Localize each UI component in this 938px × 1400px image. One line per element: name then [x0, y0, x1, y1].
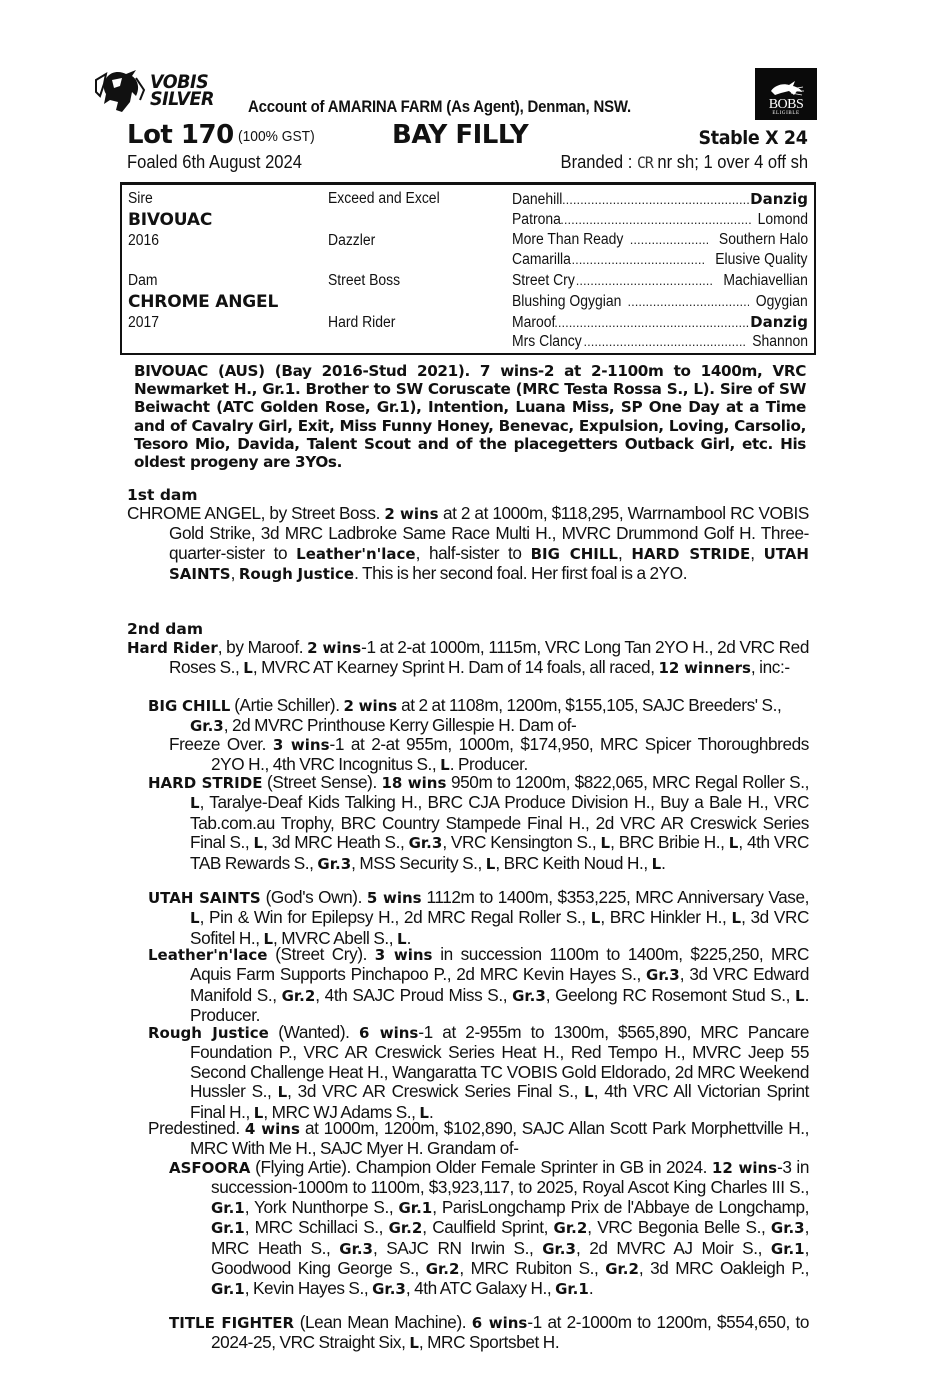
vendor-account: Account of AMARINA FARM (As Agent), Denman, NSW.: [248, 97, 632, 116]
leader-dots: [571, 252, 704, 267]
text: , ParisLongchamp Prix de l'Abbaye de Longchamp,: [432, 1196, 809, 1217]
horse-head-icon: [767, 79, 805, 97]
logo-line-2: SILVER: [150, 88, 214, 110]
text: , MVRC AT Kearney Sprint H. Dam of 14 foals, all raced,: [252, 657, 659, 678]
text: in succession 1100m to 1400m, $225,250, MRC Aquis Farm Supports Pinchapoo P., 2d MRC Kevin Hayes S.,: [190, 944, 810, 985]
text: , MRC Rubiton S.,: [459, 1258, 606, 1279]
leader-dots: [628, 294, 750, 309]
gen3-row: [512, 333, 808, 353]
title-fighter-entry: [169, 1313, 809, 1354]
bold-text: Gr.3: [770, 1219, 805, 1238]
text: , Caulfield Sprint,: [422, 1217, 554, 1238]
leader-dots: [554, 315, 749, 330]
lot-number: Lot 170: [127, 120, 234, 150]
first-dam-heading: 1st dam: [127, 486, 198, 504]
text: 950m to 1200m, $822,065, MRC Regal Roller S.,: [446, 772, 809, 792]
text: ,: [750, 542, 764, 563]
gen3-name: Danehill: [512, 191, 563, 208]
text: , MRC Heath S.,: [211, 1217, 810, 1258]
dam-year: 2017: [128, 314, 160, 331]
bold-text: Gr.3: [372, 1280, 406, 1299]
gen3-row: [512, 313, 808, 333]
text: at 1000m, 1200m, $102,890, SAJC Allan Scott Park Morphettville H., MRC With Me H., SAJC Myer H. Grandam of-: [190, 1118, 809, 1159]
gen2-sire-sire: Exceed and Excel: [328, 190, 440, 207]
gen3-sire: Machiavellian: [723, 272, 808, 289]
text: , VRC Kensington S.,: [442, 832, 601, 853]
gen3-row: [512, 190, 808, 210]
text: , 4th SAJC Proud Miss S.,: [315, 984, 513, 1005]
dam-name: CHROME ANGEL: [128, 292, 279, 312]
text: , Kevin Hayes S.,: [244, 1278, 373, 1299]
leader-dots: [630, 232, 708, 247]
leader-dots: [560, 212, 751, 227]
stable-location: Stable X 24: [698, 127, 808, 149]
text: -1 at 2-1000m to 1200m, $554,650, to 2024-25, VRC Straight Six,: [211, 1312, 810, 1353]
first-dam-text: [127, 504, 809, 585]
text: , MVRC Abell S.,: [273, 927, 398, 948]
bold-text: L: [731, 909, 742, 928]
bold-text: Gr.1: [398, 1198, 433, 1217]
bold-text: Gr.2: [553, 1219, 588, 1238]
bold-text: 2 wins: [343, 697, 398, 715]
bold-text: L: [409, 1334, 419, 1353]
text: , MRC Schillaci S.,: [244, 1217, 389, 1238]
brand-info: [560, 152, 808, 173]
bold-text: 4 wins: [244, 1120, 300, 1138]
bold-text: Rough Justice: [148, 1024, 269, 1042]
big-chill-entry: [148, 696, 809, 737]
gen3-sire: Lomond: [757, 211, 808, 228]
bold-text: L: [728, 834, 739, 853]
gen2-dam-sire: Street Boss: [328, 272, 401, 289]
bold-text: Gr.3: [339, 1239, 373, 1258]
text: (Wanted).: [268, 1022, 359, 1042]
text: , MRC Sportsbet H.: [418, 1332, 560, 1353]
text: . This is her second foal. Her first foal is a 2YO.: [354, 563, 688, 584]
gen3-name: Patrona: [512, 211, 561, 228]
text: , 3d MRC Heath S.,: [263, 832, 409, 853]
bold-text: L: [651, 854, 662, 873]
hard-stride-entry: [148, 773, 809, 874]
text: , MSS Security S.,: [351, 852, 486, 873]
bold-text: Hard Rider: [127, 639, 218, 657]
bold-text: Gr.3: [190, 717, 224, 736]
text: , 4th VRC TAB Rewards S.,: [190, 832, 809, 873]
bold-text: Gr.2: [388, 1219, 423, 1238]
leather-n-lace-entry: [148, 945, 809, 1026]
bold-text: 18 wins: [381, 774, 447, 792]
text: , 3d MRC Oakleigh P.,: [638, 1258, 809, 1279]
bold-text: L: [253, 1103, 264, 1122]
bold-text: HARD STRIDE: [148, 774, 263, 792]
bold-text: 6 wins: [471, 1314, 528, 1332]
text: , Taralye-Deaf Kids Talking H., BRC CJA Produce Division H., Buy a Bale H., VRC Tab.com.au Trophy, BRC Country Stampede Final H., 2d VRC AR Creswick Series Final S.,: [190, 792, 809, 853]
bold-text: 2 wins: [384, 505, 439, 523]
bold-text: Leather'n'lace: [148, 946, 268, 964]
bold-text: HARD STRIDE: [631, 544, 751, 563]
bold-text: L: [584, 1083, 594, 1102]
bold-text: L: [190, 794, 200, 813]
lot-gst: (100% GST): [238, 128, 315, 145]
gen3-sire: Danzig: [750, 313, 808, 331]
text: , 3d VRC Edward Manifold S.,: [190, 964, 809, 1005]
text: , inc:-: [750, 657, 790, 678]
sire-name: BIVOUAC: [128, 210, 213, 230]
gen3-sire: Ogygian: [756, 293, 808, 310]
bold-text: Rough Justice: [238, 565, 355, 584]
text: -1 at 2-at 1000m, 1115m, VRC Long Tan 2YO H., 2d VRC Red Roses S.,: [169, 637, 809, 678]
bold-text: Gr.3: [408, 834, 443, 853]
text: .: [428, 1101, 434, 1122]
bold-text: Gr.1: [211, 1280, 245, 1299]
text: , Pin & Win for Epilepsy H., 2d MRC Regal Roller S.,: [199, 907, 591, 928]
text: (Street Cry).: [267, 944, 375, 964]
text: , 4th VRC All Victorian Sprint Final H.,: [190, 1081, 809, 1122]
text: . Producer.: [449, 754, 528, 775]
gen3-name: Blushing Ogygian: [512, 293, 622, 310]
text: (Street Sense).: [262, 772, 382, 792]
bold-text: Gr.3: [646, 966, 680, 985]
sire-label: Sire: [128, 190, 153, 207]
text: (Flying Artie). Champion Older Female Sprinter in GB in 2024.: [250, 1157, 712, 1177]
bold-text: L: [485, 854, 496, 873]
bold-text: Gr.2: [425, 1260, 460, 1279]
vobis-silver-logo: [92, 66, 232, 116]
bold-text: L: [440, 756, 450, 775]
gen3-sire: Danzig: [750, 190, 808, 208]
bold-text: 6 wins: [359, 1024, 419, 1042]
pedigree-table: [120, 182, 816, 355]
text: at 2 at 1000m, $118,295, Warrnambool RC VOBIS Gold Strike, 3d MRC Ladbroke Same Race Multi H., MVRC Drummond Golf H. Three-quarter-sister to: [169, 503, 809, 563]
brand-mark: CR: [636, 153, 653, 172]
text: , 2d MVRC AJ Moir S.,: [575, 1237, 771, 1258]
text: ,: [617, 542, 632, 563]
bold-text: L: [600, 834, 611, 853]
bold-text: ASFOORA: [169, 1159, 251, 1177]
sire-year: 2016: [128, 232, 160, 249]
leader-dots: [576, 273, 713, 288]
bold-text: UTAH SAINTS: [169, 544, 809, 584]
gen3-sire: Elusive Quality: [715, 251, 808, 268]
gen3-sire: Shannon: [752, 333, 808, 350]
gen2-dam-dam: Hard Rider: [328, 314, 396, 331]
text: , Goodwood King George S.,: [211, 1237, 809, 1279]
bold-text: 2 wins: [307, 639, 362, 657]
dam-label: Dam: [128, 272, 158, 289]
bold-text: L: [277, 1083, 288, 1102]
text: -1 at 2-955m to 1300m, $565,890, MRC Pancare Foundation P., VRC AR Creswick Series Heat H., Red Tempo H., MVRC Jeep 55 Second Challenge Heat H., Wangaratta TC VOBIS Gold Eldorado, 2d MRC Weekend Hussler S.,: [190, 1022, 809, 1102]
gen3-row: [512, 231, 808, 251]
foaled-date: Foaled 6th August 2024: [127, 152, 302, 172]
logo-line-1: VOBIS: [150, 71, 209, 93]
predestined-entry: [148, 1119, 809, 1159]
gen3-row: [512, 293, 808, 313]
horse-description: BAY FILLY: [392, 120, 529, 150]
text: .: [588, 1278, 594, 1299]
gen3-name: Street Cry: [512, 272, 575, 289]
text: (Lean Mean Machine).: [294, 1312, 472, 1332]
bobs-name: BOBS: [768, 97, 804, 112]
text: Freeze Over.: [169, 734, 273, 754]
text: -1 at 2-at 955m, 1000m, $174,950, MRC Spicer Thoroughbreds 2YO H., 4th VRC Incognitus S.,: [211, 734, 810, 775]
text: , BRC Bribie H.,: [610, 832, 729, 853]
rough-justice-entry: [148, 1023, 809, 1123]
text: , half-sister to: [415, 542, 531, 563]
bold-text: Leather'n'lace: [296, 544, 416, 563]
text: Predestined.: [148, 1118, 245, 1138]
bobs-eligible-logo: [755, 68, 817, 120]
text: , York Nunthorpe S.,: [244, 1196, 399, 1217]
bold-text: Gr.1: [211, 1219, 245, 1238]
bold-text: L: [263, 929, 274, 948]
gen3-name: Camarilla: [512, 251, 571, 268]
bold-text: Gr.3: [542, 1239, 576, 1258]
text: , VRC Begonia Belle S.,: [587, 1217, 771, 1238]
bold-text: L: [190, 909, 200, 928]
text: . Producer.: [190, 984, 809, 1026]
bold-text: TITLE FIGHTER: [169, 1314, 295, 1332]
sire-summary: BIVOUAC (AUS) (Bay 2016-Stud 2021). 7 wins-2 at 2-1100m to 1400m, VRC Newmarket H., Gr.1. Brother to SW Coruscate (MRC Testa Rossa S., L). Sire of SW Beiwacht (ATC Golden Rose, Gr.1), Intention, Luana Miss, SP One Day at a Time and of Cavalry Girl, Exit, Miss Funny Honey, Benevac, Expulsion, Loving, Carsolio, Tesoro Mio, Davida, Talent Scout and of the placegetters Outback Girl, etc. His oldest progeny are 3YOs.: [134, 362, 806, 472]
text: -3 in succession-1000m to 1100m, $3,923,117, to 2025, Royal Ascot King Charles III S.,: [211, 1157, 809, 1198]
text: , MRC WJ Adams S.,: [263, 1101, 420, 1122]
text: (Artie Schiller).: [230, 695, 344, 715]
gen3-name: Maroof: [512, 314, 556, 331]
horse-rider-icon: [92, 66, 148, 116]
text: , BRC Keith Noud H.,: [495, 852, 652, 873]
leader-dots: [584, 334, 745, 349]
leader-dots: [562, 192, 749, 207]
text: , 3d VRC AR Creswick Series Final S.,: [287, 1081, 585, 1102]
bobs-sub: ELIGIBLE: [772, 111, 800, 116]
text: , 4th ATC Galaxy H.,: [405, 1278, 556, 1299]
bold-text: BIG CHILL: [530, 544, 618, 563]
second-dam-heading: 2nd dam: [127, 620, 204, 638]
bold-text: Gr.2: [281, 986, 316, 1005]
asfoora-entry: [169, 1158, 809, 1300]
gen3-name: More Than Ready: [512, 231, 624, 248]
bold-text: L: [397, 929, 407, 948]
utah-saints-entry: [148, 888, 809, 949]
bold-text: 12 winners: [658, 659, 751, 678]
hard-rider-entry: [127, 638, 809, 679]
text: , 2d MVRC Printhouse Kerry Gillespie H. Dam of-: [223, 715, 577, 736]
bold-text: UTAH SAINTS: [148, 889, 261, 907]
gen3-row: [512, 251, 808, 271]
bold-text: Gr.1: [770, 1239, 805, 1258]
gen3-sire: Southern Halo: [718, 231, 808, 248]
gen2-sire-dam: Dazzler: [328, 232, 376, 249]
brand-suffix: nr sh; 1 over 4 off sh: [652, 152, 808, 172]
gen3-row: [512, 272, 808, 292]
bold-text: Gr.3: [512, 986, 546, 1005]
text: CHROME ANGEL, by Street Boss.: [127, 503, 385, 523]
text: (God's Own).: [260, 887, 367, 907]
bold-text: Gr.1: [211, 1198, 245, 1217]
text: , SAJC RN Irwin S.,: [372, 1237, 543, 1258]
text: ,: [230, 563, 239, 584]
text: .: [661, 852, 666, 873]
bold-text: 5 wins: [366, 889, 422, 907]
bold-text: L: [243, 659, 253, 678]
bold-text: BIG CHILL: [148, 697, 231, 715]
bold-text: L: [253, 834, 264, 853]
gen3-name: Mrs Clancy: [512, 333, 582, 350]
text: , Geelong RC Rosemont Stud S.,: [545, 984, 796, 1005]
bold-text: Gr.3: [317, 854, 352, 873]
text: at 2 at 1108m, 1200m, $155,105, SAJC Breeders' S.,: [397, 695, 782, 715]
gen3-row: [512, 211, 808, 231]
bold-text: L: [590, 909, 601, 928]
bold-text: Gr.2: [605, 1260, 639, 1279]
text: , by Maroof.: [217, 637, 308, 657]
text: , BRC Hinkler H.,: [600, 907, 732, 928]
bold-text: 3 wins: [272, 736, 330, 754]
text: 1112m to 1400m, $353,225, MRC Anniversary Vase,: [421, 887, 810, 907]
text: .: [406, 927, 411, 948]
bold-text: Gr.1: [555, 1280, 589, 1299]
bold-text: 12 wins: [711, 1159, 778, 1177]
bold-text: L: [419, 1103, 429, 1122]
bold-text: L: [795, 986, 805, 1005]
brand-prefix: Branded :: [560, 152, 637, 172]
freeze-over-entry: [169, 735, 809, 776]
text: , 3d VRC Sofitel H.,: [190, 907, 809, 948]
bold-text: 3 wins: [374, 946, 433, 964]
